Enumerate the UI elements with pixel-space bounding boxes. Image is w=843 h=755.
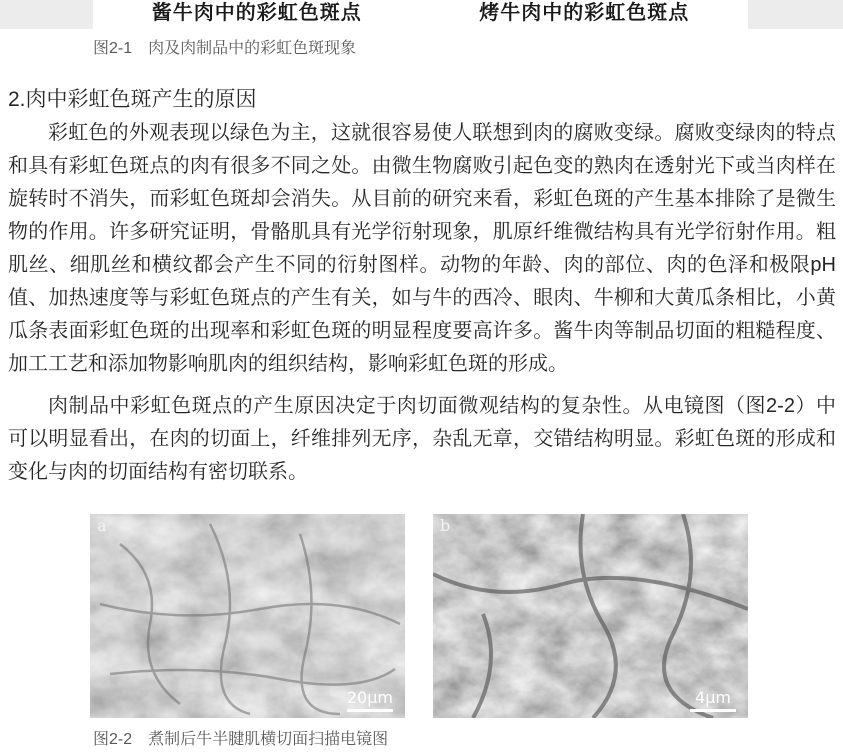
figure1-label-left: 酱牛肉中的彩虹色斑点 [151, 2, 362, 24]
paragraph-1: 彩虹色的外观表现以绿色为主，这就很容易使人联想到肉的腐败变绿。腐败变绿肉的特点和具有彩虹色斑点的肉有很多不同之处。由微生物腐败引起色变的熟肉在透射光下或当肉样在旋转时不消失，而彩虹色斑却会消失。从目前的研究来看，彩虹色斑的产生基本排除了是微生物的作用。许多研究证明，骨骼肌具有光学衍射现象，肌原纤维微结构具有光学衍射作用。粗肌丝、细肌丝和横纹都会产生不同的衍射图样。动物的年龄、肉的部位、肉的色泽和极限pH值、加热速度等与彩虹色斑点的产生有关，如与牛的西冷、眼肉、牛柳和大黄瓜条相比，小黄瓜条表面彩虹色斑的出现率和彩虹色斑的明显程度要高许多。酱牛肉等制品切面的粗糙程度、加工工艺和添加物影响肌肉的组织结构，影响彩虹色斑的形成。 [8, 122, 836, 375]
panel-b-scale-line [690, 709, 736, 712]
panel-a-scale-line [347, 709, 393, 712]
figure1-label-right: 烤牛肉中的彩虹色斑点 [479, 2, 690, 24]
sem-image-b [433, 514, 748, 718]
panel-b-scale-label: 4μm [695, 688, 731, 707]
page-margin-right [748, 0, 843, 29]
figure2-caption: 图2-2 煮制后牛半腱肌横切面扫描电镜图 [93, 731, 389, 748]
panel-a-letter: a [97, 516, 107, 535]
section-heading: 2.肉中彩虹色斑产生的原因 [8, 88, 257, 111]
panel-a-scale-label: 20μm [346, 688, 393, 707]
page-margin-left [0, 0, 93, 29]
panel-b-letter: b [440, 516, 451, 535]
paragraph-2: 肉制品中彩虹色斑点的产生原因决定于肉切面微观结构的复杂性。从电镜图（图2-2）中可以明显看出，在肉的切面上，纤维排列无序，杂乱无章，交错结构明显。彩虹色斑的形成和变化与肉的切面结构有密切联系。 [8, 395, 836, 483]
figure1-image-bottom [93, 0, 748, 29]
sem-image-a [90, 514, 405, 718]
panel-a-scalebar [347, 689, 393, 712]
figure1-caption: 图2-1 肉及肉制品中的彩虹色斑现象 [93, 40, 357, 57]
panel-b-scalebar [690, 689, 736, 712]
figure1-strip [0, 0, 843, 29]
